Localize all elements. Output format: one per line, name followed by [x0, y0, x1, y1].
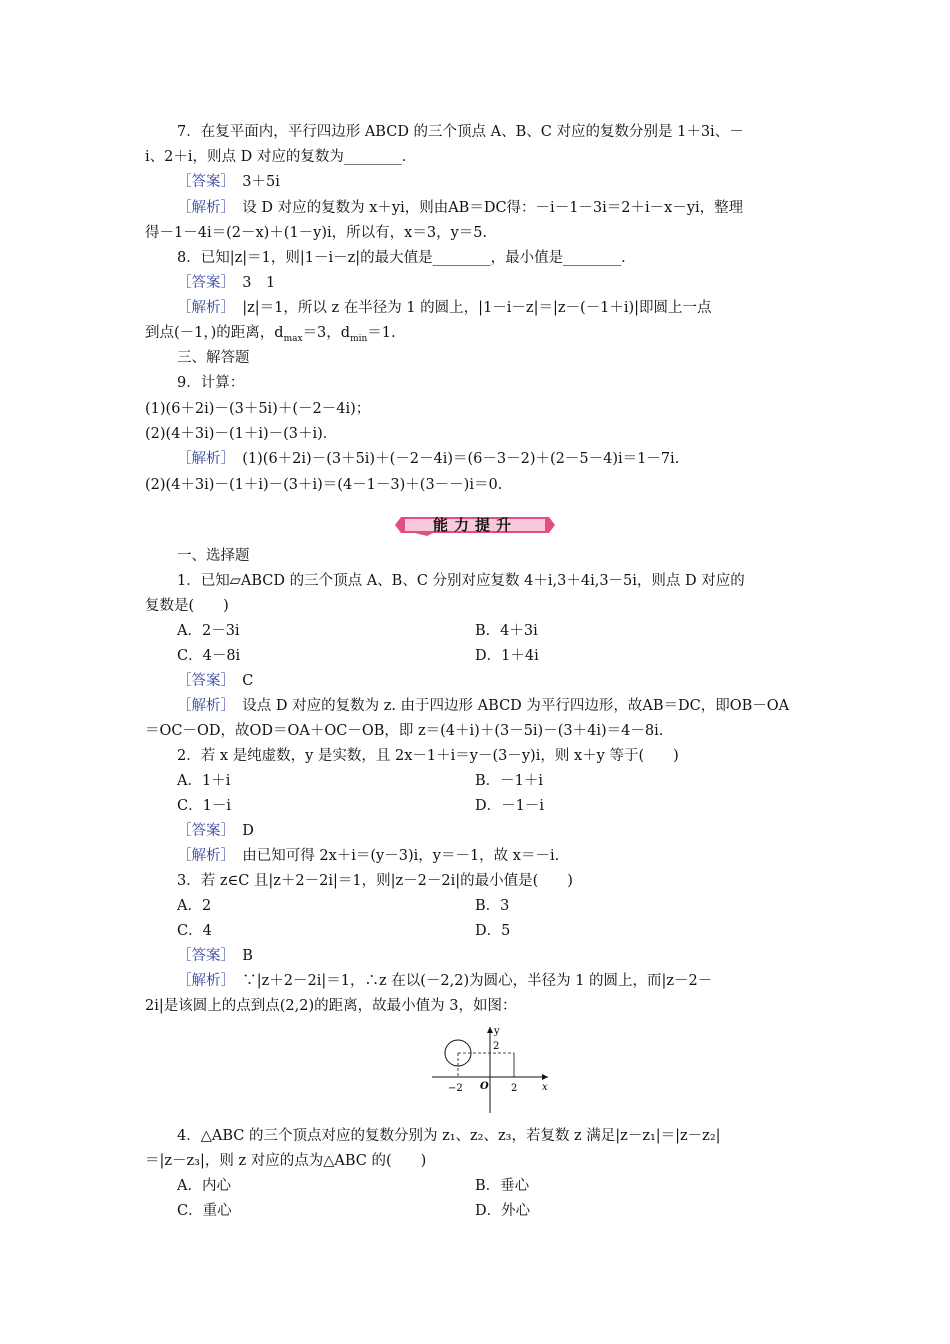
- p2-option-b: B．－1＋i: [475, 773, 544, 789]
- p3-analysis-line2: 2i|是该圆上的点到点(2,2)的距离，故最小值为 3，如图：: [145, 998, 517, 1014]
- p3-option-a: A．2: [177, 898, 212, 914]
- y-tick-label: 2: [493, 1041, 500, 1052]
- q8-analysis: [177, 298, 712, 318]
- analysis-tag: ［解析］: [177, 300, 228, 316]
- p3-option-b: B．3: [475, 898, 510, 914]
- analysis-text: 由已知可得 2x＋i＝(y－3)i，y＝－1，故 x＝－i.: [242, 848, 560, 864]
- answer-value: 3＋5i: [242, 174, 280, 190]
- p4-line1: 4．△ABC 的三个顶点对应的复数分别为 z₁、z₂、z₃，若复数 z 满足|z－z₁|＝|z－z₂|: [177, 1128, 721, 1144]
- analysis-tag: ［解析］: [177, 973, 228, 989]
- p3-option-c: C．4: [177, 923, 212, 939]
- coordinate-figure: [430, 1025, 550, 1119]
- x-axis-label: x: [542, 1082, 548, 1093]
- p4-line2: ＝|z－z₃|，则 z 对应的点为△ABC 的( ): [145, 1153, 427, 1169]
- analysis-text: |z|＝1，所以 z 在半径为 1 的圆上，|1－i－z|＝|z－(－1＋i)|即圆上一点: [242, 300, 712, 316]
- p2-answer: [177, 821, 254, 841]
- p3-answer: [177, 946, 253, 966]
- analysis-text: 设 D 对应的复数为 x＋yi，则由AB＝DC得：－i－1－3i＝2＋i－x－yi，整理: [242, 200, 744, 216]
- analysis-text: ∵|z＋2－2i|＝1，∴z 在以(－2,2)为圆心，半径为 1 的圆上，而|z－2－: [242, 973, 713, 989]
- p1-analysis: [177, 696, 789, 716]
- p1-answer: [177, 671, 253, 691]
- answer-value: C: [242, 673, 254, 689]
- p1-option-a: A．2－3i: [177, 623, 240, 639]
- p3-line1: 3．若 z∈C 且|z＋2－2i|＝1，则|z－2－2i|的最小值是( ): [177, 873, 573, 889]
- answer-value: 3 1: [242, 275, 276, 291]
- x-tick-neg-label: −2: [448, 1083, 463, 1094]
- p1-analysis-line2: ＝OC－OD，故OD＝OA＋OC－OB，即 z＝(4＋i)＋(3－5i)－(3＋4i)＝4－8i.: [145, 723, 664, 739]
- q8-line1: 8．已知|z|＝1，则|1－i－z|的最大值是________，最小值是________．: [177, 250, 636, 266]
- section-banner: [395, 514, 555, 536]
- p2-line1: 2．若 x 是纯虚数，y 是实数，且 2x－1＋i＝y－(3－y)i，则 x＋y 等于( ): [177, 748, 679, 764]
- answer-tag: ［答案］: [177, 823, 228, 839]
- q7-answer: [177, 172, 280, 192]
- p4-option-b: B．垂心: [475, 1178, 530, 1194]
- p1-line2: 复数是( ): [145, 598, 229, 614]
- q9-analysis: [177, 449, 679, 469]
- p3-analysis: [177, 971, 712, 991]
- p1-line1: 1．已知▱ABCD 的三个顶点 A、B、C 分别对应复数 4＋i,3＋4i,3－5i，则点 D 对应的: [177, 573, 745, 589]
- p2-option-c: C．1－i: [177, 798, 231, 814]
- analysis-tag: ［解析］: [177, 200, 228, 216]
- q9-analysis-line2: (2)(4＋3i)－(1＋i)－(3＋i)＝(4－1－3)＋(3－－)i＝0.: [145, 477, 503, 493]
- analysis-tag: ［解析］: [177, 848, 228, 864]
- p1-option-d: D．1＋4i: [475, 648, 539, 664]
- q7-line2: i、2＋i，则点 D 对应的复数为________．: [145, 149, 417, 165]
- x-tick-pos-label: 2: [511, 1083, 518, 1094]
- p4-option-c: C．重心: [177, 1203, 232, 1219]
- answer-tag: ［答案］: [177, 948, 228, 964]
- section-heading: 一、选择题: [177, 548, 250, 564]
- analysis-tag: ［解析］: [177, 698, 228, 714]
- analysis-text: (1)(6＋2i)－(3＋5i)＋(－2－4i)＝(6－3－2)＋(2－5－4)i＝1－7i.: [242, 451, 680, 467]
- answer-tag: ［答案］: [177, 275, 228, 291]
- answer-tag: ［答案］: [177, 174, 228, 190]
- p3-option-d: D．5: [475, 923, 511, 939]
- p1-option-c: C．4－8i: [177, 648, 241, 664]
- origin-label: O: [480, 1081, 489, 1092]
- q7-analysis-line2: 得－1－4i＝(2－x)＋(1－y)i，所以有，x＝3，y＝5.: [145, 225, 488, 241]
- p4-option-d: D．外心: [475, 1203, 531, 1219]
- p2-option-a: A．1＋i: [177, 773, 231, 789]
- q9-part1: (1)(6＋2i)－(3＋5i)＋(－2－4i)；: [145, 401, 371, 417]
- q9-part2: (2)(4＋3i)－(1＋i)－(3＋i)．: [145, 426, 338, 442]
- p2-analysis: [177, 846, 559, 866]
- q7-analysis: [177, 198, 743, 218]
- p1-option-b: B．4＋3i: [475, 623, 538, 639]
- answer-tag: ［答案］: [177, 673, 228, 689]
- section-heading: 三、解答题: [177, 350, 250, 366]
- answer-value: B: [242, 948, 253, 964]
- analysis-tag: ［解析］: [177, 451, 228, 467]
- y-axis-label: y: [494, 1026, 500, 1037]
- banner-title: 能力提升: [432, 516, 517, 534]
- q8-analysis-line2: 到点(－1，)的距离，$d_{max}=3$，$d_{min}=1$.: [145, 325, 396, 344]
- p4-option-a: A．内心: [177, 1178, 231, 1194]
- answer-value: D: [242, 823, 254, 839]
- p2-option-d: D．－1－i: [475, 798, 544, 814]
- q7-line1: 7．在复平面内，平行四边形 ABCD 的三个顶点 A、B、C 对应的复数分别是 1＋3i、－: [177, 124, 744, 140]
- q9-title: 9．计算：: [177, 375, 245, 391]
- q8-answer: [177, 273, 275, 293]
- analysis-text: 设点 D 对应的复数为 z. 由于四边形 ABCD 为平行四边形，故AB＝DC，即OB－OA: [242, 698, 790, 714]
